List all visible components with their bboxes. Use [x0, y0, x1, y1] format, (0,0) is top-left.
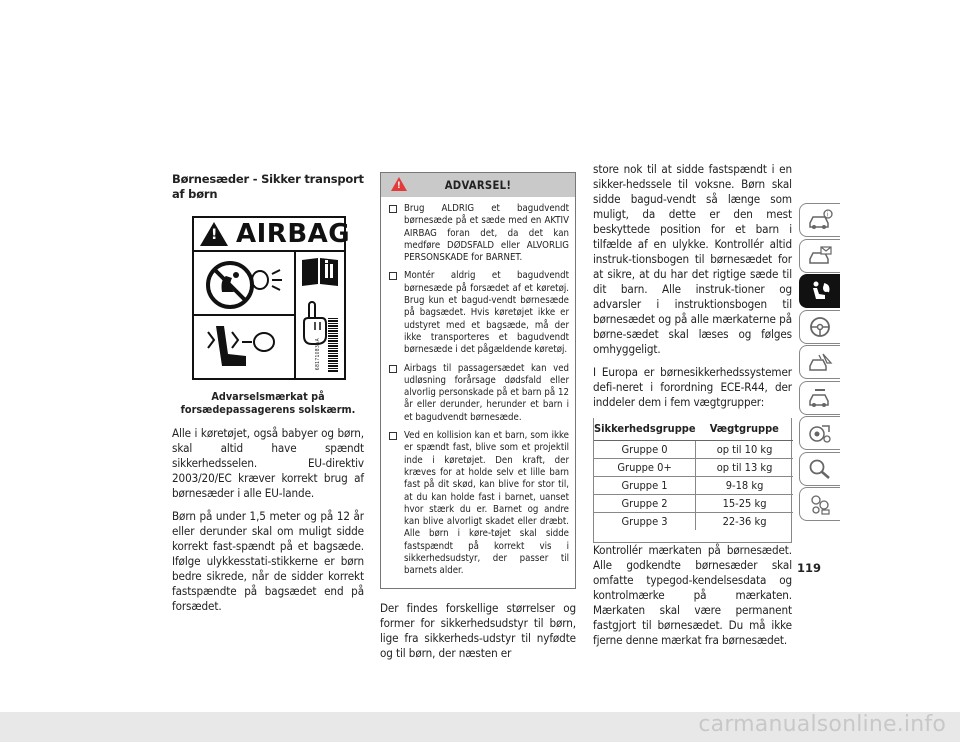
technical-data-icon — [807, 422, 833, 444]
table-row: Gruppe 0 op til 10 kg — [594, 441, 793, 459]
tab-service[interactable] — [799, 381, 840, 415]
table-row: Gruppe 2 15-25 kg — [594, 495, 793, 513]
table-row: Gruppe 1 9-18 kg — [594, 477, 793, 495]
column-middle — [380, 172, 576, 669]
paragraph: store nok til at sidde fastspændt i en sikker-hedssele til voksne. Børn skal sidde bagud-vendt så længe som muligt, da dette er den mest beskyttede position for et barn i tilfælde af en ulykke. Kontrollér altid instruk-tionsbogen til børnesædet for at sikre, at du har det rigtige sæde til dit barn. Alle instruk-tioner og advarsler i instruktionsbogen til børnesædet og på alle mærkaterne på børne-sædet skal læses og følges omhyggeligt. — [593, 162, 792, 356]
warning-box — [380, 172, 576, 589]
warning-item: Montér aldrig et bagudvendt børnesæde på forsædet af et køretøj. Brug kun et bagud-vendt børnesæde på bagsædet. Hvis køretøjet ikke er udstyret med et bagsæde, må der ikke transporteres et bagudvendt børnesæde i det pågældende køretøj. — [389, 270, 569, 356]
warning-item: Airbags til passagersædet kan ved udløsning forårsage dødsfald eller alvorlig personskade på et barn på 12 år eller derunder, herunder et barn i et bagudvendt børnesæde. — [389, 363, 569, 424]
tab-technical-data[interactable] — [799, 416, 840, 450]
warning-item: Ved en kollision kan et barn, som ikke er spændt fast, blive som et projektil inde i køretøjet. Den kraft, der kræves for at holde selv et lille barn fast på dit skød, kan blive for stor til, at du kan holde fast i barnet, uanset hvor stærk du er. Barnet og andre kan blive alvorligt skadet eller dræbt. Alle børn i køre-tøjet skal sidde fastspændt på korrekt vis i sikkerhedsudstyr, der passer til barnets alder. — [389, 430, 569, 578]
barcode — [328, 318, 338, 372]
airbag-warning-label — [192, 216, 351, 380]
paragraph: I Europa er børnesikkerhedssystemer defi-neret i forordning ECE-R44, der inddeler dem i fem vægtgrupper: — [593, 365, 792, 409]
chapter-tabs — [799, 203, 840, 523]
tab-index[interactable] — [799, 452, 840, 486]
no-rear-facing-seat-icon — [202, 258, 288, 312]
multimedia-icon — [807, 493, 833, 515]
svg-text:i: i — [826, 211, 829, 219]
tab-car-mail[interactable] — [799, 239, 840, 273]
checkbox-bullet-icon — [389, 205, 397, 213]
checkbox-bullet-icon — [389, 365, 397, 373]
label-caption: Advarselsmærkat på forsædepassagerens solskærm. — [180, 390, 356, 416]
car-mail-icon — [807, 245, 833, 267]
warning-item: Brug ALDRIG et bagudvendt børnesæde på et sæde med en AKTIV AIRBAG foran det, da det kan medføre DØDSFALD eller ALVORLIG PERSONSKADE for BARNET. — [389, 203, 569, 264]
steering-wheel-icon — [807, 316, 833, 338]
tab-breakdown[interactable] — [799, 345, 840, 379]
index-search-icon — [807, 458, 833, 480]
warning-header — [381, 173, 575, 197]
table-row: Gruppe 3 22-36 kg — [594, 513, 793, 531]
paragraph: Alle i køretøjet, også babyer og børn, skal altid have spændt sikkerhedsselen. EU-direktiv 2003/20/EC kræver korrekt brug af børnesæder i alle EU-lande. — [172, 426, 364, 500]
breakdown-icon — [807, 351, 833, 373]
warning-triangle-icon — [391, 177, 407, 191]
watermark: carmanualsonline.info — [698, 712, 946, 737]
section-title: Børnesæder - Sikker transport af børn — [172, 172, 364, 201]
page-number: 119 — [797, 561, 822, 575]
column-left — [172, 172, 364, 622]
checkbox-bullet-icon — [389, 432, 397, 440]
tab-driving[interactable] — [799, 310, 840, 344]
manual-book-icon — [300, 256, 340, 288]
paragraph: Der findes forskellige størrelser og former for sikkerhedsudstyr til børn, lige fra sikkerheds-udstyr til nyfødte og til børn, der næsten er — [380, 600, 576, 660]
tab-car-info[interactable] — [799, 203, 840, 237]
airbag-word: AIRBAG — [236, 218, 351, 249]
paragraph: Børn på under 1,5 meter og på 12 år eller derunder skal om muligt sidde korrekt fast-spændt på et bagsæde. Ifølge ulykkesstati-stikkerne er børn bedre sikrede, når de sidder korrekt fastspændte på bagsædet end på forsædet. — [172, 509, 364, 613]
paragraph: Kontrollér mærkaten på børnesædet. Alle godkendte børnesæder skal omfatte typegod-kendelsesdata og kontrolmærke på mærkaten. Mærkaten skal være permanent fastgjort til børnesædet. Du må ikke fjerne denne mærkat fra børnesædet. — [593, 543, 792, 647]
weight-group-table — [593, 418, 792, 543]
checkbox-bullet-icon — [389, 272, 397, 280]
tab-safety[interactable] — [799, 274, 840, 308]
column-right — [593, 162, 792, 656]
tab-multimedia[interactable] — [799, 487, 840, 521]
warning-title: ADVARSEL! — [444, 178, 512, 192]
table-row: Gruppe 0+ op til 13 kg — [594, 459, 793, 477]
warning-triangle-icon: ! — [200, 222, 228, 246]
car-info-icon — [807, 209, 833, 231]
car-service-icon — [807, 387, 833, 409]
seat-airbag-icon — [807, 280, 833, 302]
table-header: Vægtgruppe — [696, 418, 793, 441]
seat-airbag-deploy-icon — [202, 320, 288, 374]
table-header: Sikkerhedsgruppe — [594, 418, 696, 441]
label-code: 68171083AA — [315, 337, 321, 370]
